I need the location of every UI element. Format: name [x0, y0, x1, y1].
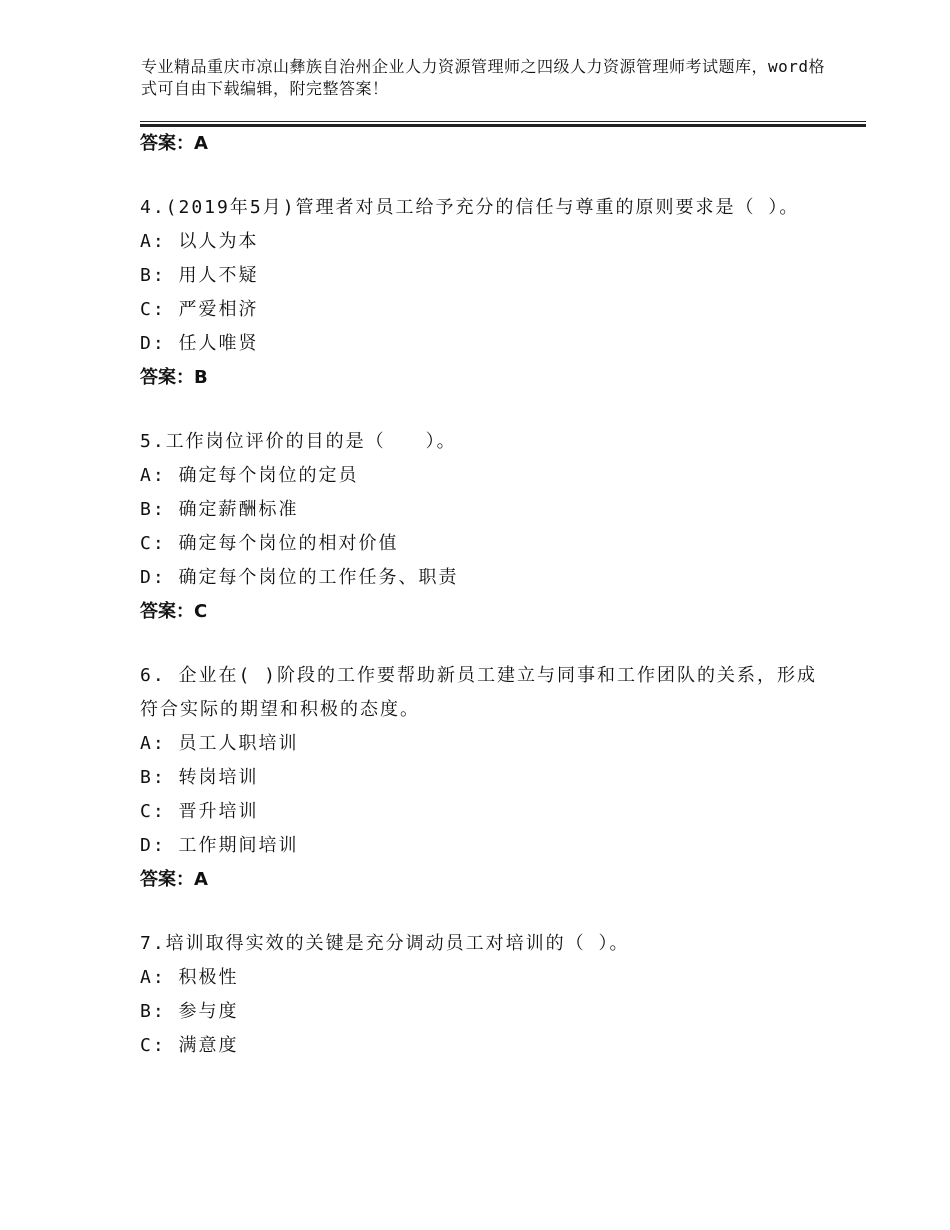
option-b: B: 转岗培训 — [140, 767, 259, 788]
option-a: A: 积极性 — [140, 967, 239, 988]
option-b: B: 确定薪酬标准 — [140, 499, 299, 520]
answer-label: 答案：C — [140, 601, 208, 622]
question-list — [140, 128, 830, 1063]
question-block-7 — [140, 927, 830, 1063]
question-text: 5.工作岗位评价的目的是（ ）。 — [140, 431, 457, 452]
question-text: 4.(2019年5月)管理者对员工给予充分的信任与尊重的原则要求是（ ）。 — [140, 197, 800, 218]
option-d: D: 任人唯贤 — [140, 333, 259, 354]
option-c: C: 晋升培训 — [140, 801, 259, 822]
question-text: 6. 企业在( )阶段的工作要帮助新员工建立与同事和工作团队的关系，形成符合实际的期望和积极的态度。 — [140, 665, 818, 720]
option-c: C: 确定每个岗位的相对价值 — [140, 533, 399, 554]
header-rule-thick — [140, 124, 866, 127]
option-b: B: 用人不疑 — [140, 265, 259, 286]
option-c: C: 满意度 — [140, 1035, 239, 1056]
question-block-4 — [140, 191, 830, 393]
option-d: D: 确定每个岗位的工作任务、职责 — [140, 567, 459, 588]
answer-label: 答案：B — [140, 367, 208, 388]
option-a: A: 确定每个岗位的定员 — [140, 465, 359, 486]
question-block-5 — [140, 425, 830, 627]
page-header: 专业精品重庆市凉山彝族自治州企业人力资源管理师之四级人力资源管理师考试题库，word格式可自由下载编辑，附完整答案！ — [141, 57, 826, 98]
question-text: 7.培训取得实效的关键是充分调动员工对培训的（ ）。 — [140, 933, 630, 954]
option-b: B: 参与度 — [140, 1001, 239, 1022]
option-a: A: 员工人职培训 — [140, 733, 299, 754]
option-a: A: 以人为本 — [140, 231, 259, 252]
header-rule-thin — [140, 121, 866, 122]
answer-label: 答案：A — [140, 133, 208, 154]
option-d: D: 工作期间培训 — [140, 835, 299, 856]
option-c: C: 严爱相济 — [140, 299, 259, 320]
answer-label: 答案：A — [140, 869, 208, 890]
question-block-6 — [140, 659, 830, 895]
